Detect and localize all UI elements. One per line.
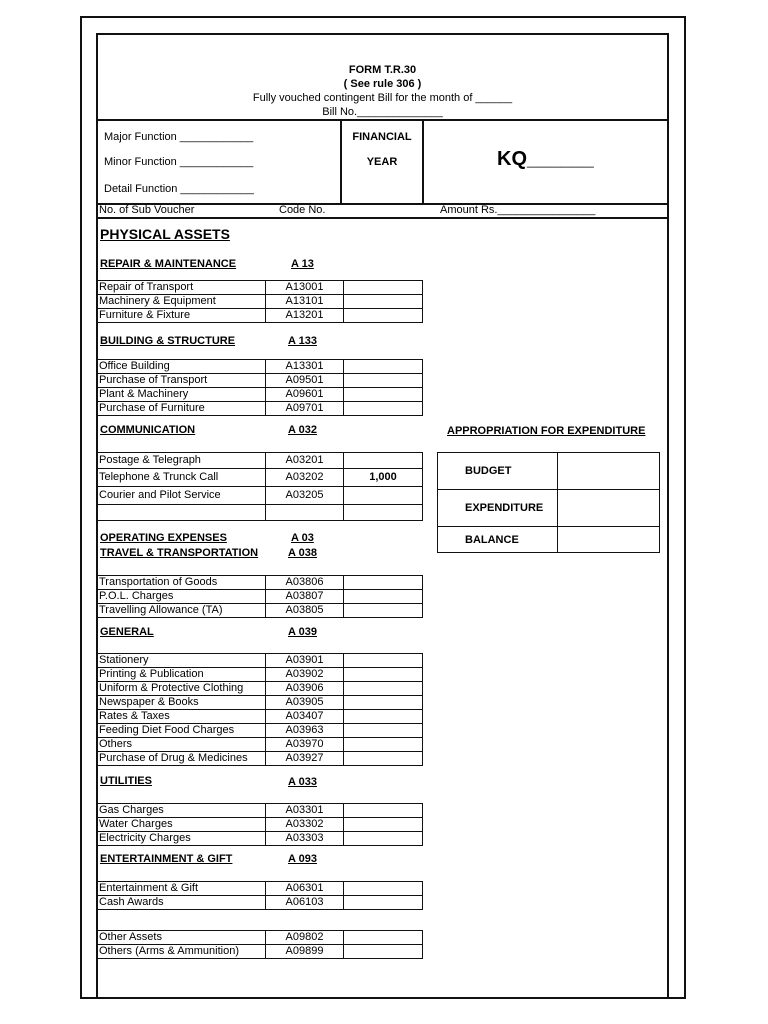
divider [96,119,669,121]
table-row [97,360,423,374]
row-label: Others (Arms & Ammunition) [97,945,266,959]
row-label: Furniture & Fixture [97,309,266,323]
amount-cell[interactable] [344,590,423,604]
expenditure-value[interactable] [558,490,660,527]
row-label: Travelling Allowance (TA) [97,604,266,618]
table-row [97,696,423,710]
row-label: Plant & Machinery [97,388,266,402]
row-code: A13201 [266,309,344,323]
row-code: A13301 [266,360,344,374]
table-row [97,309,423,323]
row-code: A09601 [266,388,344,402]
table-general [97,653,423,766]
row-label: Others [97,738,266,752]
amount-cell[interactable] [344,388,423,402]
budget-value[interactable] [558,453,660,490]
row-code: A03806 [266,576,344,590]
row-label: Entertainment & Gift [97,882,266,896]
table-row [438,453,660,490]
row-code: A03202 [266,469,344,487]
row-code: A03201 [266,453,344,469]
table-row [438,490,660,527]
section-title-utilities: UTILITIES [100,775,152,787]
table-row [97,931,423,945]
balance-label: BALANCE [438,527,558,553]
row-label: Electricity Charges [97,832,266,846]
section-title-repair: REPAIR & MAINTENANCE [100,258,237,270]
amount-cell[interactable] [344,487,423,505]
row-code: A06301 [266,882,344,896]
major-function-field[interactable]: Major Function ____________ [104,131,254,143]
row-code: A09802 [266,931,344,945]
row-code: A03970 [266,738,344,752]
row-code: A06103 [266,896,344,910]
table-row [97,374,423,388]
row-code: A09899 [266,945,344,959]
row-label: Cash Awards [97,896,266,910]
amount-cell[interactable] [344,710,423,724]
row-label: Courier and Pilot Service [97,487,266,505]
table-row [97,682,423,696]
amount-cell[interactable] [344,945,423,959]
table-row [97,281,423,295]
row-code: A03906 [266,682,344,696]
table-row [97,469,423,487]
row-code [266,505,344,521]
section-title-communication: COMMUNICATION [100,424,196,436]
balance-value[interactable] [558,527,660,553]
table-row [97,668,423,682]
table-row [97,945,423,959]
row-code: A09501 [266,374,344,388]
amount-cell[interactable] [344,668,423,682]
table-row [97,604,423,618]
row-code: A03301 [266,804,344,818]
code-no-header: Code No. [279,204,326,216]
amount-cell[interactable] [344,402,423,416]
table-row [97,896,423,910]
row-code: A03927 [266,752,344,766]
section-code-utilities: A 033 [288,776,317,788]
table-row [97,882,423,896]
section-title-entertainment: ENTERTAINMENT & GIFT [100,853,233,865]
appropriation-title: APPROPRIATION FOR EXPENDITURE [447,425,646,437]
row-label [97,505,266,521]
appropriation-table [437,452,660,553]
physical-assets-title: PHYSICAL ASSETS [100,226,230,242]
form-rule: ( See rule 306 ) [343,78,422,90]
row-label: P.O.L. Charges [97,590,266,604]
budget-label: BUDGET [438,453,558,490]
row-code: A13101 [266,295,344,309]
amount-cell[interactable] [344,896,423,910]
table-row [97,402,423,416]
row-label: Water Charges [97,818,266,832]
amount-cell[interactable] [344,696,423,710]
row-label: Uniform & Protective Clothing [97,682,266,696]
table-row [97,752,423,766]
row-label: Machinery & Equipment [97,295,266,309]
table-row [97,388,423,402]
amount-cell[interactable] [344,360,423,374]
section-code-building: A 133 [288,335,317,347]
row-code: A09701 [266,402,344,416]
amount-cell[interactable] [344,804,423,818]
row-code: A03901 [266,654,344,668]
amount-cell[interactable] [344,882,423,896]
row-code: A03303 [266,832,344,846]
form-title: FORM T.R.30 [348,64,417,76]
row-code: A03905 [266,696,344,710]
bill-number: Bill No.______________ [322,106,443,118]
table-row [97,804,423,818]
amount-cell[interactable] [344,724,423,738]
kq-field[interactable]: KQ______ [497,148,594,170]
section-code-repair: A 13 [291,258,314,270]
row-label: Printing & Publication [97,668,266,682]
row-label: Other Assets [97,931,266,945]
row-code: A13001 [266,281,344,295]
row-label: Office Building [97,360,266,374]
expenditure-label: EXPENDITURE [438,490,558,527]
table-row [97,487,423,505]
financial-year-label: FINANCIAL [352,131,412,143]
row-label: Rates & Taxes [97,710,266,724]
table-row [438,527,660,553]
row-code: A03805 [266,604,344,618]
amount-cell[interactable] [344,295,423,309]
row-label: Newspaper & Books [97,696,266,710]
amount-cell[interactable] [344,453,423,469]
section-title-general: GENERAL [100,626,154,638]
section-code-communication: A 032 [288,424,317,436]
table-row [97,295,423,309]
amount-cell[interactable] [344,752,423,766]
amount-cell[interactable] [344,738,423,752]
row-label: Transportation of Goods [97,576,266,590]
row-label: Repair of Transport [97,281,266,295]
row-label: Postage & Telegraph [97,453,266,469]
amount-cell[interactable] [344,832,423,846]
amount-cell[interactable] [344,682,423,696]
section-code-general: A 039 [288,626,317,638]
table-row [97,505,423,521]
table-travel [97,575,423,618]
row-code: A03807 [266,590,344,604]
row-code: A03902 [266,668,344,682]
row-label: Stationery [97,654,266,668]
amount-cell[interactable] [344,281,423,295]
divider [96,217,669,219]
amount-cell[interactable] [344,505,423,521]
table-row [97,576,423,590]
table-utilities [97,803,423,846]
table-row [97,832,423,846]
row-code: A03407 [266,710,344,724]
amount-cell[interactable] [344,374,423,388]
amount-cell[interactable] [344,576,423,590]
section-code-entertainment: A 093 [288,853,317,865]
amount-cell[interactable] [344,309,423,323]
row-code: A03205 [266,487,344,505]
minor-function-field[interactable]: Minor Function ____________ [104,156,254,168]
amount-cell[interactable] [344,818,423,832]
table-building [97,359,423,416]
detail-function-field[interactable]: Detail Function ____________ [104,183,254,195]
amount-cell[interactable] [344,604,423,618]
amount-header[interactable]: Amount Rs.________________ [440,204,596,216]
table-row [97,738,423,752]
table-row [97,818,423,832]
table-row [97,590,423,604]
table-other-assets [97,930,423,959]
amount-cell[interactable] [344,931,423,945]
row-label: Feeding Diet Food Charges [97,724,266,738]
table-communication [97,452,423,521]
table-row [97,710,423,724]
row-label: Telephone & Trunck Call [97,469,266,487]
row-code: A03302 [266,818,344,832]
section-title-travel: TRAVEL & TRANSPORTATION [100,547,259,559]
section-title-building: BUILDING & STRUCTURE [100,335,236,347]
amount-cell[interactable]: 1,000 [344,469,423,487]
section-code-travel: A 038 [288,547,317,559]
table-row [97,654,423,668]
sub-voucher-header: No. of Sub Voucher [99,204,195,216]
row-label: Purchase of Furniture [97,402,266,416]
financial-year-label-2: YEAR [366,156,398,168]
table-row [97,724,423,738]
row-label: Purchase of Transport [97,374,266,388]
divider [422,120,424,203]
table-row [97,453,423,469]
row-label: Purchase of Drug & Medicines [97,752,266,766]
table-repair [97,280,423,323]
row-code: A03963 [266,724,344,738]
section-code-operating: A 03 [291,532,314,544]
form-description: Fully vouched contingent Bill for the month of ______ [252,92,513,104]
table-entertainment [97,881,423,910]
amount-cell[interactable] [344,654,423,668]
row-label: Gas Charges [97,804,266,818]
section-title-operating: OPERATING EXPENSES [100,532,227,544]
